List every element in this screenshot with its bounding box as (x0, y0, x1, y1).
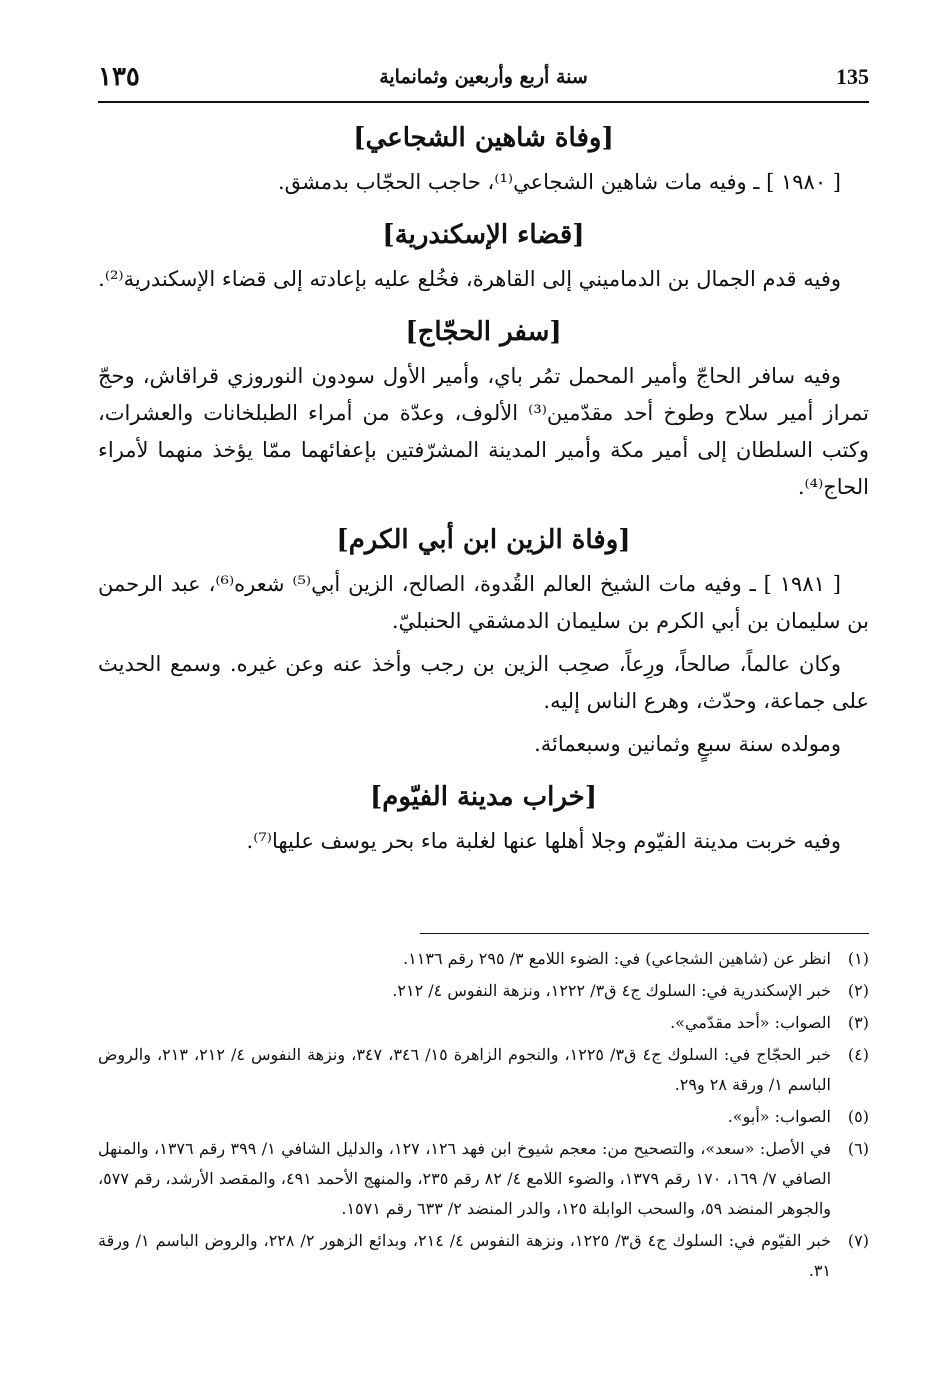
header-rule (98, 101, 869, 103)
section-heading: [وفاة الزين ابن أبي الكرم] (336, 525, 631, 555)
paragraph: ومولده سنة سبعٍ وثمانين وسبعمائة. (534, 732, 841, 756)
footnote-number: (١) (847, 949, 869, 968)
footnote (98, 1008, 869, 1038)
footnote-rule (420, 933, 869, 934)
paragraph: [ ١٩٨١ ] ـ وفيه مات الشيخ العالم القُدوة، الصالح، الزين أبي⁽⁵⁾ شعره⁽⁶⁾، عبد الرحمن بن سليمان بن أبي الكرم بن سليمان الدمشقي الحنبليّ. (98, 572, 869, 633)
footnote-text: الصواب: «أبو». (727, 1107, 831, 1126)
footnote (98, 1040, 869, 1100)
footnote (98, 976, 869, 1006)
page-header (98, 62, 869, 102)
paragraph: وكان عالماً، صالحاً، ورِعاً، صحِب الزين بن رجب وأخذ عنه وعن غيره. وسمع الحديث على جماعة، وحدّث، وهرع الناس إليه. (98, 652, 869, 713)
footnote (98, 944, 869, 974)
footnote-number: (٥) (847, 1107, 869, 1126)
section-heading: [قضاء الإسكندرية] (382, 220, 585, 250)
footnote (98, 1134, 869, 1224)
footnote-text: في الأصل: «سعد»، والتصحيح من: معجم شيوخ ابن فهد ١٢٦، ١٢٧، والدليل الشافي ١/ ٣٩٩ رقم ١٣٧٦، والمنهل الصافي ٧/ ١٦٩، ١٧٠ رقم ١٣٧٩، والضوء اللامع ٤/ ٨٢ رقم ٢٣٥، والمنهج الأحمد ٤٩١، والمقصد الأرشد، رقم ٥٧٧، والجوهر المنضد ٥٩، والسحب الوابلة ١٢٥، والدر المنضد ٢/ ٦٣٣ رقم ١٥٧١. (98, 1139, 832, 1218)
paragraph: [ ١٩٨٠ ] ـ وفيه مات شاهين الشجاعي⁽¹⁾، حاجب الحجّاب بدمشق. (277, 170, 841, 194)
section-heading: [سفر الحجّاج] (405, 317, 562, 347)
running-title: سنة أربع وأربعين وثمانماية (379, 66, 588, 88)
page-number-arabic: ١٣٥ (98, 62, 140, 92)
section-heading: [وفاة شاهين الشجاعي] (353, 123, 614, 153)
footnote-text: الصواب: «أحد مقدّمي». (670, 1013, 831, 1032)
footnote-number: (٣) (847, 1013, 869, 1032)
footnotes (98, 944, 869, 1288)
footnote-number: (٢) (847, 981, 869, 1000)
paragraph: وفيه خربت مدينة الفيّوم وجلا أهلها عنها لغلبة ماء بحر يوسف عليها⁽⁷⁾. (246, 829, 841, 853)
footnote-number: (٦) (847, 1139, 869, 1158)
footnote-number: (٧) (847, 1231, 869, 1250)
footnote-number: (٤) (847, 1045, 869, 1064)
footnote-text: خبر الحجّاج في: السلوك ج٤ ق٣/ ١٢٢٥، والنجوم الزاهرة ١٥/ ٣٤٦، ٣٤٧، ونزهة النفوس ٤/ ٢١٢، ٢١٣، والروض الباسم ١/ ورقة ٢٨ و٢٩. (98, 1045, 832, 1094)
paragraph: وفيه قدم الجمال بن الدماميني إلى القاهرة، فخُلع عليه بإعادته إلى قضاء الإسكندرية⁽²⁾. (98, 267, 841, 291)
main-text (98, 118, 869, 866)
footnote (98, 1226, 869, 1286)
footnote-text: انظر عن (شاهين الشجاعي) في: الضوء اللامع ٣/ ٢٩٥ رقم ١١٣٦. (403, 949, 831, 968)
paragraph: وفيه سافر الحاجّ وأمير المحمل تمُر باي، وأمير الأول سودون النوروزي قراقاش، وحجّ تمراز أمير سلاح وطوخ أحد مقدّمين⁽³⁾ الألوف، وعدّة من أمراء الطبلخانات والعشرات، وكتب السلطان إلى أمير مكة وأمير المدينة المشرّفتين بإعفائهما ممّا يؤخذ منهما لأمراء الحاج⁽⁴⁾. (98, 364, 869, 499)
section-heading: [خراب مدينة الفيّوم] (369, 782, 598, 812)
footnote-text: خبر الفيّوم في: السلوك ج٤ ق٣/ ١٢٢٥، ونزهة النفوس ٤/ ٢١٤، وبدائع الزهور ٢/ ٢٢٨، والروض الباسم ١/ ورقة ٣١. (98, 1231, 832, 1280)
footnote-text: خبر الإسكندرية في: السلوك ج٤ ق٣/ ١٢٢٢، ونزهة النفوس ٤/ ٢١٢. (392, 981, 831, 1000)
page-number-latin: 135 (836, 64, 869, 89)
footnote (98, 1102, 869, 1132)
